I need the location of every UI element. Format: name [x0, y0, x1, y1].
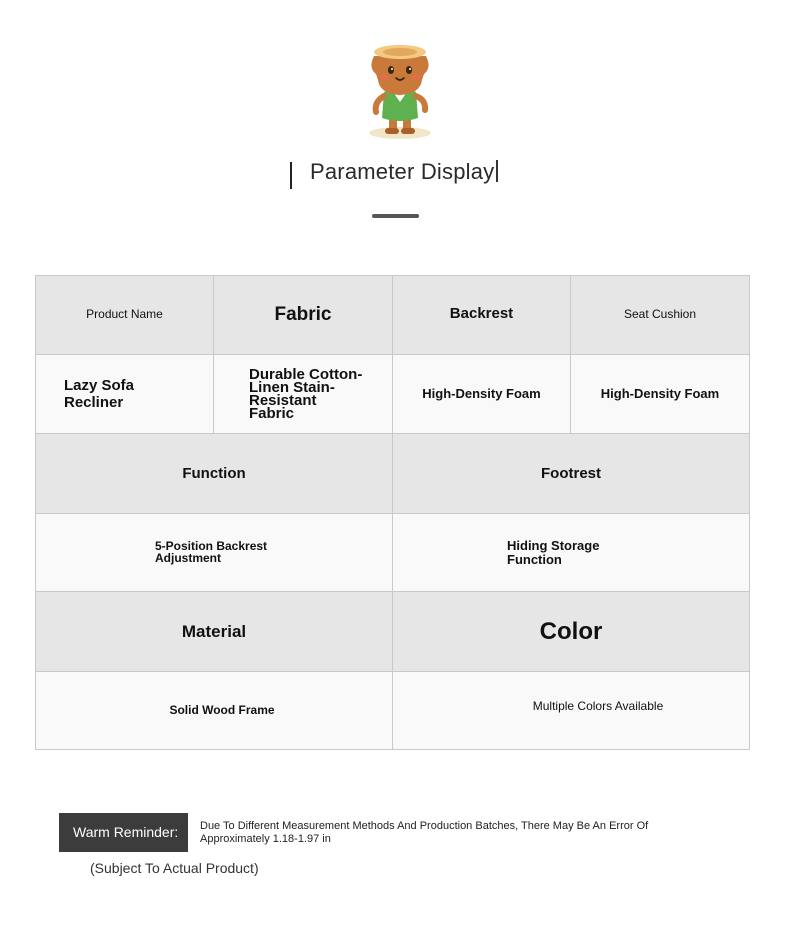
table-row [36, 355, 750, 434]
table-row [36, 672, 750, 750]
value-cell-material [36, 672, 393, 750]
cell-label: Footrest [541, 464, 601, 482]
cell-label: Function [182, 464, 246, 482]
table-row [36, 592, 750, 672]
value-cell-seat-cushion [571, 355, 750, 434]
warm-reminder-badge: Warm Reminder: [59, 813, 188, 852]
value-cell-color [393, 672, 750, 750]
cell-value: Durable Cotton-Linen Stain-Resistant Fabric [249, 365, 363, 423]
table-row [36, 434, 750, 514]
warm-reminder-note: (Subject To Actual Product) [90, 860, 259, 876]
tree-stump-mascot-icon [362, 40, 438, 140]
page-title [310, 159, 498, 185]
header-cell-color [393, 592, 750, 672]
table-row [36, 276, 750, 355]
title-accent-bar [290, 162, 292, 189]
header-cell-material [36, 592, 393, 672]
cell-label: Backrest [449, 305, 514, 323]
cell-label: Fabric [274, 304, 332, 326]
value-cell-backrest [393, 355, 571, 434]
title-caret [496, 160, 498, 182]
value-cell-function [36, 514, 393, 592]
parameter-table [35, 275, 750, 750]
page-title-label: Parameter Display [310, 159, 495, 184]
table-row [36, 514, 750, 592]
cell-label: Color [539, 617, 603, 645]
cell-label: Product Name [86, 307, 163, 322]
cell-label: Material [181, 621, 247, 641]
cell-value: Solid Wood Frame [169, 702, 275, 717]
cell-value: High-Density Foam [422, 385, 541, 401]
title-underline [372, 214, 419, 218]
value-cell-product-name [36, 355, 214, 434]
header-cell-backrest [393, 276, 571, 355]
cell-value: High-Density Foam [600, 385, 720, 401]
header-cell-seat-cushion [571, 276, 750, 355]
value-cell-footrest [393, 514, 750, 592]
header-cell-footrest [393, 434, 750, 514]
warm-reminder-text: Due To Different Measurement Methods And Production Batches, There May Be An Error Of Approximately 1.18-1.97 in [200, 820, 649, 845]
cell-value: 5-Position Backrest Adjustment [155, 539, 268, 565]
header-cell-function [36, 434, 393, 514]
page-title-block [288, 158, 518, 192]
cell-value: Multiple Colors Available [532, 698, 664, 713]
header-cell-fabric [214, 276, 393, 355]
cell-label: Seat Cushion [623, 307, 697, 322]
value-cell-fabric [214, 355, 393, 434]
cell-value: Hiding Storage Function [507, 537, 600, 567]
cell-value: Lazy Sofa Recliner [64, 376, 135, 411]
header-cell-product-name [36, 276, 214, 355]
